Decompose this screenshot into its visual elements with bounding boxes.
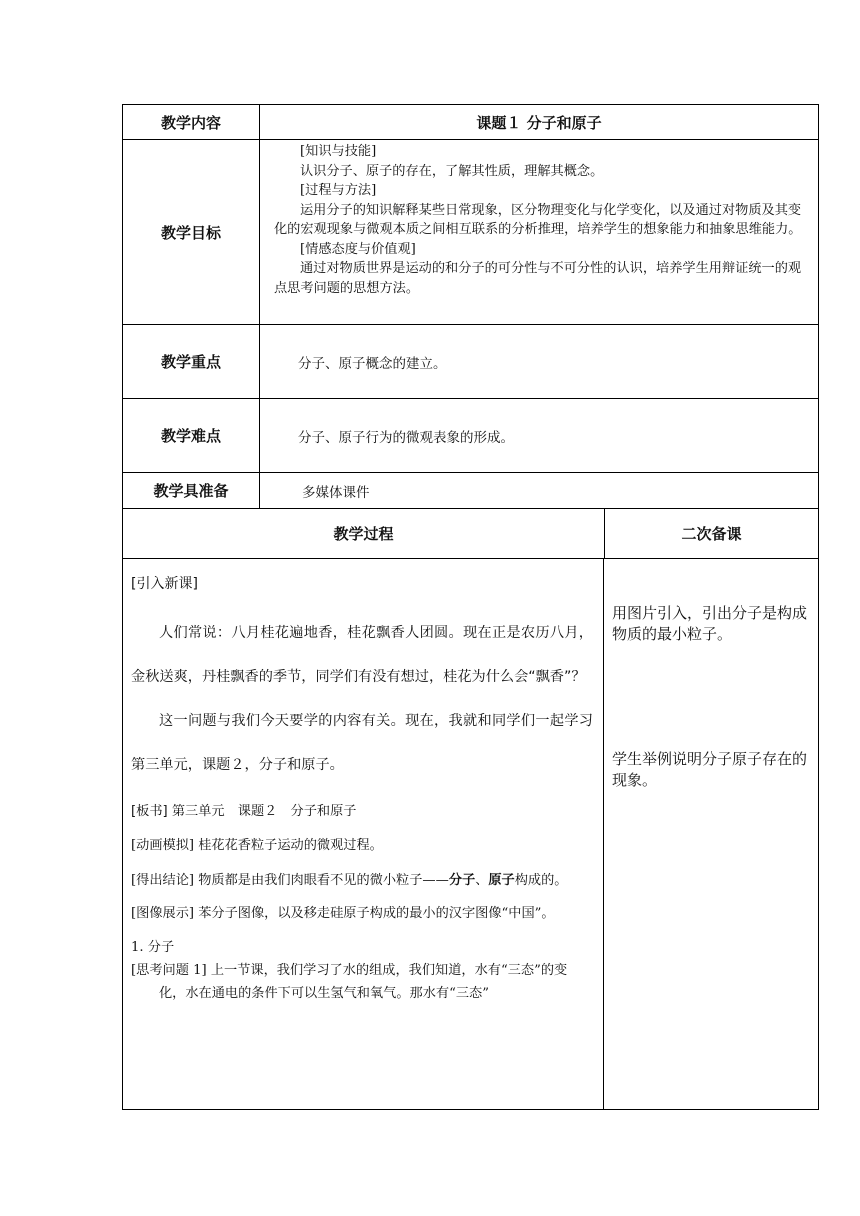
- preparation-row: [123, 473, 818, 509]
- think-text: 上一节课，我们学习了水的组成，我们知道，水有“三态”的变化，水在通电的条件下可以生氢气和氧气。那水有“三态”: [159, 963, 568, 1001]
- knowledge-tag: [知识与技能]: [300, 144, 377, 159]
- preparation-text: 多媒体课件: [302, 484, 370, 501]
- content-label: 教学内容: [123, 105, 260, 139]
- section-molecule: 1. 分子: [131, 940, 175, 955]
- preparation-label: 教学具准备: [123, 473, 260, 508]
- note-1: 用图片引入，引出分子是构成物质的最小粒子。: [612, 604, 808, 643]
- think-tag: 思考问题 1: [136, 963, 202, 978]
- conclusion-text-1: 物质都是由我们肉眼看不见的微小粒子——: [198, 873, 449, 888]
- lesson-plan-table: [122, 104, 819, 1110]
- image-tag: 图像展示: [136, 906, 189, 921]
- conclusion-separator: 、: [475, 873, 489, 888]
- goals-label: 教学目标: [123, 140, 260, 324]
- difficulty-text: 分子、原子行为的微观表象的形成。: [298, 429, 514, 446]
- image-text: 苯分子图像，以及移走硅原子构成的最小的汉字图像“中国”。: [198, 906, 555, 921]
- goals-row: [123, 140, 818, 325]
- board-line: [131, 801, 593, 823]
- note-2: 学生举例说明分子原子存在的现象。: [612, 750, 808, 789]
- process-content: [123, 559, 604, 1109]
- process-header-row: [123, 509, 818, 559]
- difficulty-label: 教学难点: [123, 399, 260, 472]
- notes-content: [604, 559, 818, 1109]
- conclusion-text-2: 构成的。: [514, 873, 568, 888]
- conclusion-bold-molecule: 分子: [448, 873, 476, 888]
- conclusion-tag: 得出结论: [136, 873, 189, 888]
- emotion-tag: [情感态度与价值观]: [300, 241, 416, 257]
- goals-content: [260, 140, 818, 324]
- key-point-label: 教学重点: [123, 325, 260, 398]
- animation-text: 桂花花香粒子运动的微观过程。: [198, 838, 383, 853]
- animation-line: [动画模拟] 桂花花香粒子运动的微观过程。: [131, 838, 383, 853]
- emotion-text: 通过对物质世界是运动的和分子的可分性与不可分性的认识，培养学生用辩证统一的观点思考问题的思想方法。: [274, 261, 802, 296]
- key-point-text: 分子、原子概念的建立。: [298, 355, 447, 372]
- difficulty-row: [123, 399, 818, 473]
- intro-paragraph-2: 这一问题与我们今天要学的内容有关。现在，我就和同学们一起学习第三单元，课题２，分子和原子。: [131, 713, 593, 773]
- conclusion-line: [得出结论] 物质都是由我们肉眼看不见的微小粒子——分子、原子构成的。: [131, 873, 568, 888]
- process-tag: [过程与方法]: [300, 183, 377, 198]
- conclusion-bold-atom: 原子: [488, 873, 515, 888]
- topic-row: [123, 105, 818, 140]
- process-column-header: 教学过程: [123, 509, 605, 558]
- intro-paragraph-1: 人们常说：八月桂花遍地香，桂花飘香人团圆。现在正是农历八月，金秋送爽，丹桂飘香的季节，同学们有没有想过，桂花为什么会“飘香”？: [131, 625, 593, 685]
- animation-tag: 动画模拟: [136, 838, 189, 853]
- knowledge-text: 认识分子、原子的存在，了解其性质，理解其概念。: [300, 163, 604, 179]
- key-point-row: [123, 325, 818, 399]
- board-text: 第三单元 课题２ 分子和原子: [167, 804, 357, 819]
- image-line: [图像展示] 苯分子图像，以及移走硅原子构成的最小的汉字图像“中国”。: [131, 906, 555, 921]
- process-text: 运用分子的知识解释某些日常现象，区分物理变化与化学变化，以及通过对物质及其变化的宏观现象与微观本质之间相互联系的分析推理，培养学生的想象能力和抽象思维能力。: [274, 202, 802, 237]
- intro-tag: [引入新课]: [131, 576, 198, 592]
- process-body-row: [123, 559, 818, 1109]
- think-line: [思考问题 1] 上一节课，我们学习了水的组成，我们知道，水有“三态”的变化，水在通电的条件下可以生氢气和氧气。那水有“三态”: [131, 963, 568, 1001]
- board-tag: [板书]: [131, 804, 168, 819]
- notes-column-header: 二次备课: [681, 525, 742, 543]
- topic-title: 课题１ 分子和原子: [476, 113, 602, 132]
